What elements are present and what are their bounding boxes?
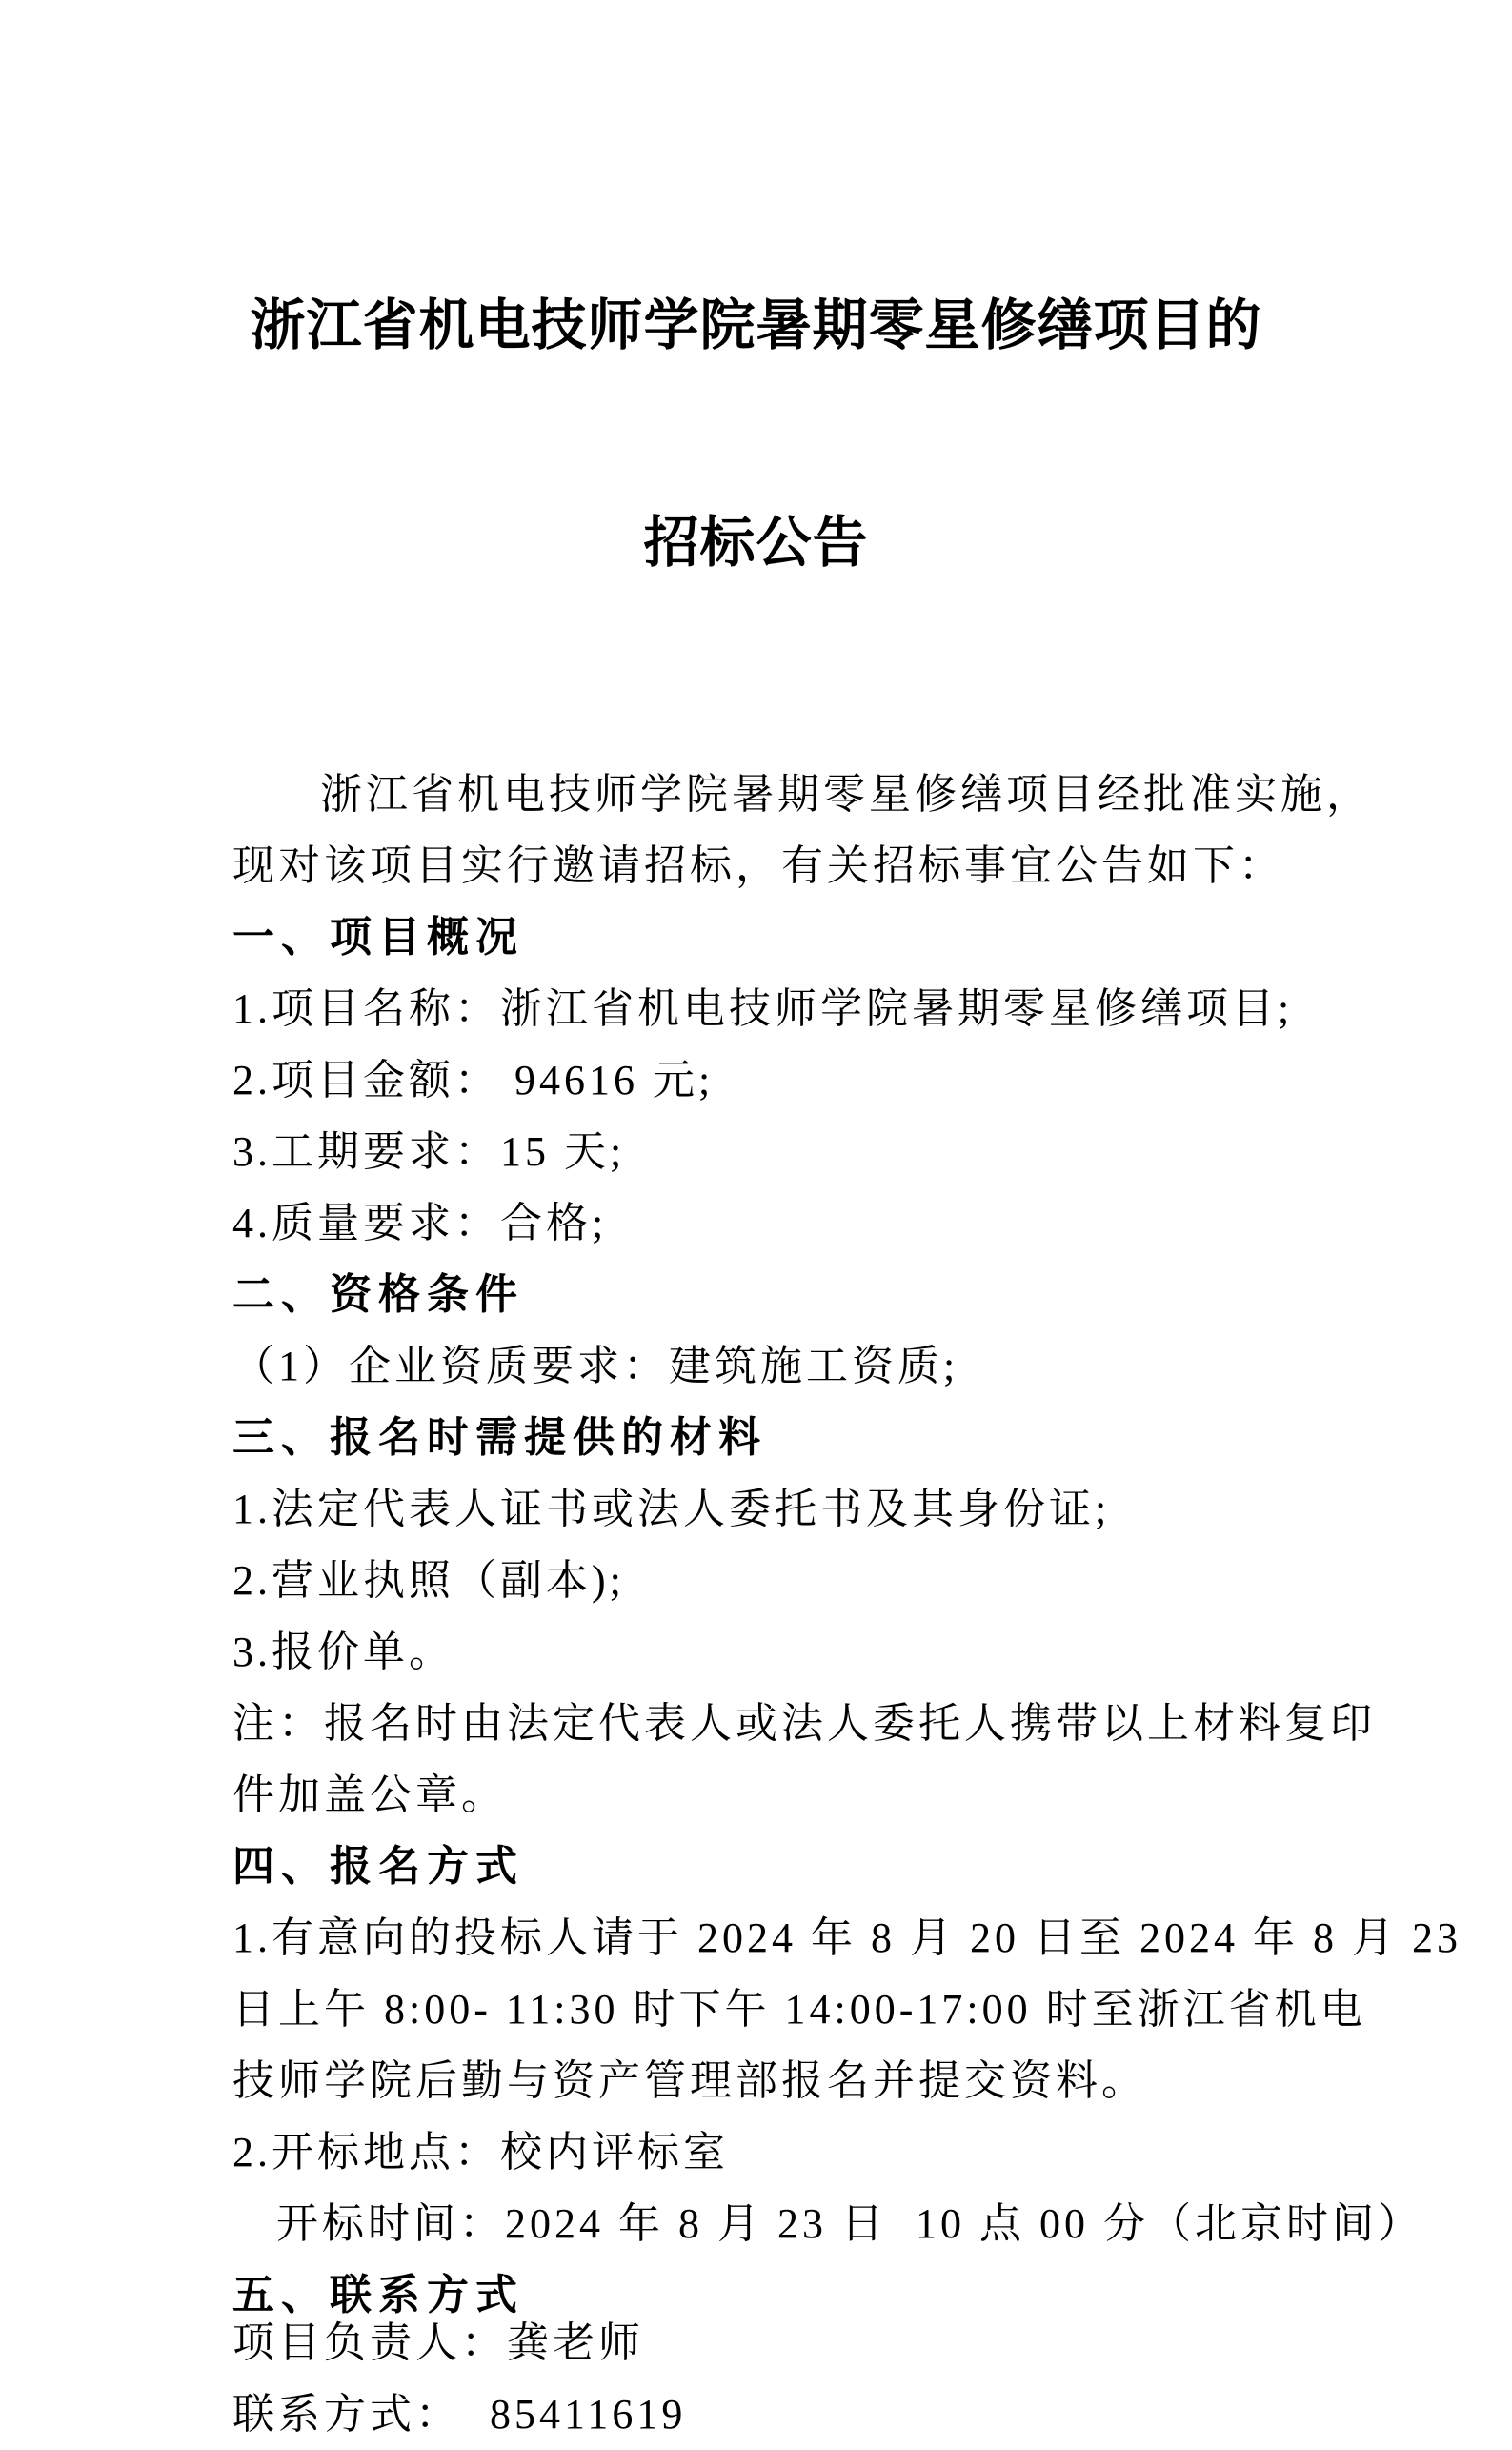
document-body	[232, 759, 1462, 2450]
text-line: 2.项目金额： 94616 元;	[232, 1057, 715, 1104]
text-line: 开标时间：2024 年 8 月 23 日 10 点 00 分（北京时间）	[276, 2200, 1423, 2247]
section-heading: 二、资格条件	[232, 1271, 524, 1318]
text-line: 日上午 8:00- 11:30 时下午 14:00-17:00 时至浙江省机电	[232, 1986, 1366, 2033]
text-line: 件加盖公章。	[232, 1772, 507, 1818]
text-line: 项目负责人：龚老师	[232, 2319, 644, 2366]
title-line-1: 浙江省机电技师学院暑期零星修缮项目的	[250, 294, 1262, 356]
section-heading: 四、报名方式	[232, 1843, 524, 1890]
section-heading: 五、联系方式	[232, 2272, 524, 2318]
text-line: 现对该项目实行邀请招标，有关招标事宜公告如下：	[232, 842, 1284, 889]
text-line: 4.质量要求：合格;	[232, 1200, 608, 1246]
text-line: 浙江省机电技师学院暑期零星修缮项目经批准实施，	[320, 771, 1372, 818]
text-line: 1.项目名称：浙江省机电技师学院暑期零星修缮项目;	[232, 985, 1294, 1032]
title-line-2: 招标公告	[643, 512, 869, 574]
text-line: 注：报名时由法定代表人或法人委托人携带以上材料复印	[232, 1700, 1376, 1747]
text-line: 3.报价单。	[232, 1629, 454, 1675]
text-line: 1.法定代表人证书或法人委托书及其身份证;	[232, 1486, 1111, 1532]
text-line: 技师学院后勤与资产管理部报名并提交资料。	[232, 2057, 1147, 2104]
text-line: 2.营业执照（副本);	[232, 1557, 625, 1604]
text-line: 2.开标地点：校内评标室	[232, 2129, 729, 2176]
text-line: （1）企业资质要求：建筑施工资质;	[232, 1343, 959, 1389]
text-line: 3.工期要求：15 天;	[232, 1128, 626, 1175]
section-heading: 三、报名时需提供的材料	[232, 1414, 767, 1461]
section-heading: 一、项目概况	[232, 914, 524, 961]
text-line: 联系方式： 85411619	[232, 2391, 687, 2438]
text-line: 1.有意向的投标人请于 2024 年 8 月 20 日至 2024 年 8 月 23	[232, 1914, 1462, 1961]
document-title	[232, 145, 1280, 724]
